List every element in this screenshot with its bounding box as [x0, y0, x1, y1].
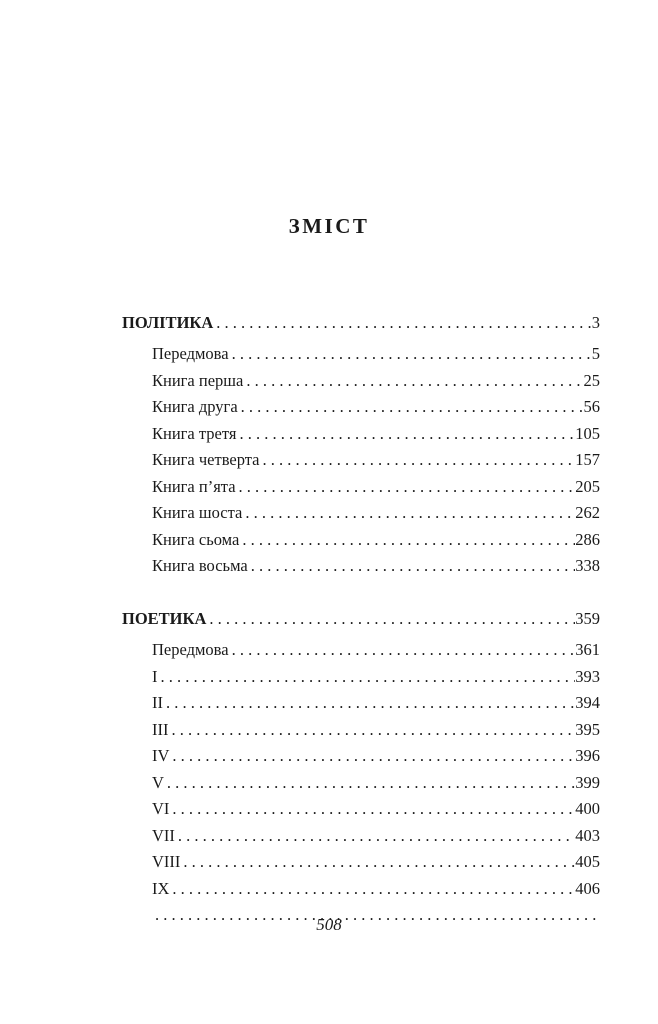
toc-entry-label: Книга перша — [152, 370, 244, 390]
toc-entry-label: II — [152, 693, 163, 712]
dot-leader — [175, 826, 575, 846]
dot-leader — [236, 477, 576, 497]
toc-entry-page: 3 — [591, 313, 600, 332]
toc-entry-label: III — [152, 719, 169, 739]
toc-entry-page: 399 — [575, 772, 600, 792]
dot-leader — [248, 556, 576, 576]
toc-entry-page: 400 — [575, 799, 600, 818]
toc-entry[interactable] — [122, 826, 600, 853]
toc-entry[interactable] — [122, 852, 600, 879]
toc-entry[interactable] — [122, 424, 600, 451]
toc-entry[interactable] — [122, 720, 600, 747]
toc-entry-page: 405 — [575, 852, 600, 871]
toc-entry-page: 338 — [575, 556, 600, 575]
toc-entry-label: V — [152, 772, 164, 792]
dot-leader — [229, 344, 592, 364]
toc-entry-label: Книга друга — [152, 397, 238, 416]
toc-entry-label: VIII — [152, 852, 181, 871]
dot-leader — [229, 640, 576, 660]
dot-leader — [164, 773, 575, 793]
toc-entry[interactable] — [122, 773, 600, 800]
toc-entry-label: Передмова — [152, 344, 229, 363]
dot-leader — [169, 799, 575, 819]
toc-entry[interactable] — [122, 746, 600, 773]
toc-entry-label: ПОЛІТИКА — [122, 313, 214, 332]
toc-entry-section[interactable] — [122, 313, 600, 344]
toc-entry-label: Книга сьома — [152, 529, 240, 549]
dot-leader — [243, 371, 583, 391]
toc-entry-label: Книга восьма — [152, 556, 248, 575]
toc-entry-page: 359 — [575, 609, 600, 628]
toc-entry-label: Книга четверта — [152, 450, 260, 469]
toc-entry[interactable] — [122, 503, 600, 530]
toc-entry-page: 403 — [575, 825, 600, 845]
toc-entry[interactable] — [122, 667, 600, 694]
toc-entry-label: IX — [152, 878, 170, 898]
toc-entry[interactable] — [122, 799, 600, 826]
toc-entry-page: 262 — [575, 503, 600, 522]
toc-entry-page: 394 — [575, 693, 600, 712]
toc-entry-page: 396 — [575, 746, 600, 765]
toc-section-politics — [122, 313, 600, 583]
toc-entry[interactable] — [122, 640, 600, 667]
toc-entry-label: IV — [152, 746, 170, 765]
toc-entry[interactable] — [122, 530, 600, 557]
page-number: 508 — [316, 915, 342, 934]
dot-leader — [213, 313, 591, 333]
toc-entry[interactable] — [122, 556, 600, 583]
toc-entry[interactable] — [122, 344, 600, 371]
toc-entry-label: Книга п’ята — [152, 476, 236, 496]
toc-entry-page: 157 — [575, 450, 600, 469]
toc-entry-page: 393 — [575, 666, 600, 686]
dot-leader — [206, 609, 575, 629]
toc-entry-label: Книга третя — [152, 423, 237, 443]
toc-entry-label: VI — [152, 799, 170, 818]
dot-leader — [163, 693, 575, 713]
toc-entry-section[interactable] — [122, 609, 600, 640]
toc-entry[interactable] — [122, 397, 600, 424]
dot-leader — [260, 450, 576, 470]
page-title: ЗМІСТ — [288, 214, 370, 238]
dot-leader — [158, 667, 576, 687]
toc-entry-page: 205 — [575, 476, 600, 496]
toc-entry-page: 406 — [575, 878, 600, 898]
toc-entry-page: 361 — [575, 640, 600, 659]
toc-entry[interactable] — [122, 879, 600, 906]
dot-leader — [168, 720, 575, 740]
toc-section-poetics — [122, 609, 600, 932]
toc-entry[interactable] — [122, 371, 600, 398]
toc-entry[interactable] — [122, 693, 600, 720]
toc-entry-label: I — [152, 666, 158, 686]
toc-entry[interactable] — [122, 450, 600, 477]
dot-leader — [236, 424, 575, 444]
toc-entry-page: 395 — [575, 719, 600, 739]
toc-entry-label: Книга шоста — [152, 503, 243, 522]
dot-leader — [180, 852, 575, 872]
toc-entry-page: 5 — [591, 344, 600, 363]
dot-leader — [242, 503, 575, 523]
toc-entry-page: 105 — [575, 423, 600, 443]
toc-entry-label: ПОЕТИКА — [122, 609, 207, 628]
dot-leader — [169, 879, 575, 899]
toc-entry-page: 25 — [583, 370, 600, 390]
toc-entry-label: VII — [152, 825, 175, 845]
dot-leader — [238, 397, 584, 417]
toc-entry-label: Передмова — [152, 640, 229, 659]
toc-entry-page: 286 — [575, 529, 600, 549]
dot-leader — [169, 746, 575, 766]
dot-leader — [239, 530, 575, 550]
toc-entry[interactable] — [122, 477, 600, 504]
toc-entry-page: 56 — [583, 397, 600, 416]
